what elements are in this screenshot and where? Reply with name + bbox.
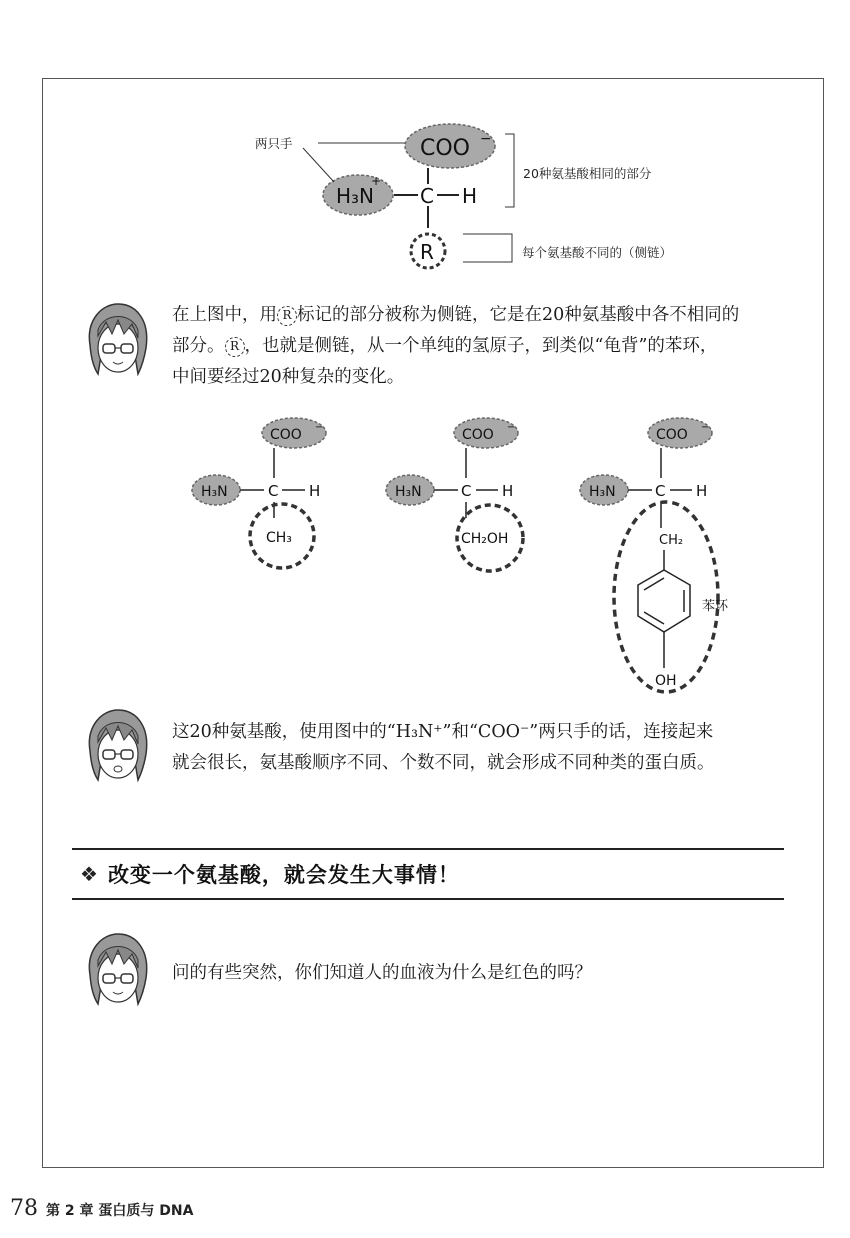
svg-text:−: − [315,422,324,433]
svg-text:−: − [701,422,710,433]
page-number: 78 [10,1196,38,1221]
svg-text:H₃N: H₃N [589,484,616,500]
svg-text:−: − [507,422,516,433]
svg-text:COO: COO [656,427,688,443]
svg-text:CH₂OH: CH₂OH [461,531,509,547]
hydrogen-label: H [462,184,478,208]
r-mark-inline: R [277,306,297,326]
serine-structure [386,418,523,571]
svg-text:H₃N: H₃N [201,484,228,500]
svg-text:C: C [655,482,666,500]
diff-part-label: 每个氨基酸不同的（侧链） [522,245,673,260]
same-part-label: 20种氨基酸相同的部分 [523,166,652,181]
svg-text:CH₃: CH₃ [266,530,292,546]
h3n-charge: + [371,174,382,188]
paragraph-blood-question: 问的有些突然，你们知道人的血液为什么是红色的吗？ [172,963,592,983]
svg-text:H: H [502,482,514,500]
r-mark-inline-2: R [225,337,245,357]
svg-text:CH₂: CH₂ [659,533,684,548]
coo-charge: − [480,131,492,147]
page-footer [10,1196,193,1221]
section-heading-text: 改变一个氨基酸，就会发生大事情！ [107,863,460,887]
tyrosine-structure [580,418,729,692]
benzene-ring [638,570,690,632]
paragraph-side-chain: 在上图中，用 R 标记的部分被称为侧链，它是在20种氨基酸中各不相同的 部分。 R ，也就是侧链，从一个单纯的氢原子，到类似“龟背”的苯环， 中间要经过20种复杂的变化。 [172,305,740,387]
paragraph-proteins: 这20种氨基酸，使用图中的“H₃N⁺”和“COO⁻”两只手的话，连接起来 就会很长，氨基酸顺序不同、个数不同，就会形成不同种类的蛋白质。 [172,722,715,773]
avatar-girl-2 [82,706,154,788]
svg-text:C: C [268,482,279,500]
alanine-structure [192,418,326,568]
section-heading [72,848,784,900]
benzene-ring-label: 苯环 [702,599,729,614]
svg-text:H: H [309,482,321,500]
amino-acid-general-diagram [0,0,850,290]
svg-text:OH: OH [655,673,677,689]
avatar-girl-1 [82,300,154,382]
svg-text:COO: COO [270,427,302,443]
svg-text:COO: COO [462,427,494,443]
svg-text:H: H [696,482,708,500]
diamond-cluster-icon: ❖ [80,862,98,886]
coo-label: COO [420,136,470,161]
chapter-title: 第 2 章 蛋白质与 DNA [46,1203,194,1219]
h3n-label: H₃N [336,184,375,208]
avatar-girl-3 [82,930,154,1012]
two-hands-label: 两只手 [255,136,293,151]
svg-text:C: C [461,482,472,500]
carbon-label: C [420,184,434,208]
r-group-label: R [420,240,434,264]
amino-acid-examples-diagram [0,410,850,700]
svg-text:H₃N: H₃N [395,484,422,500]
